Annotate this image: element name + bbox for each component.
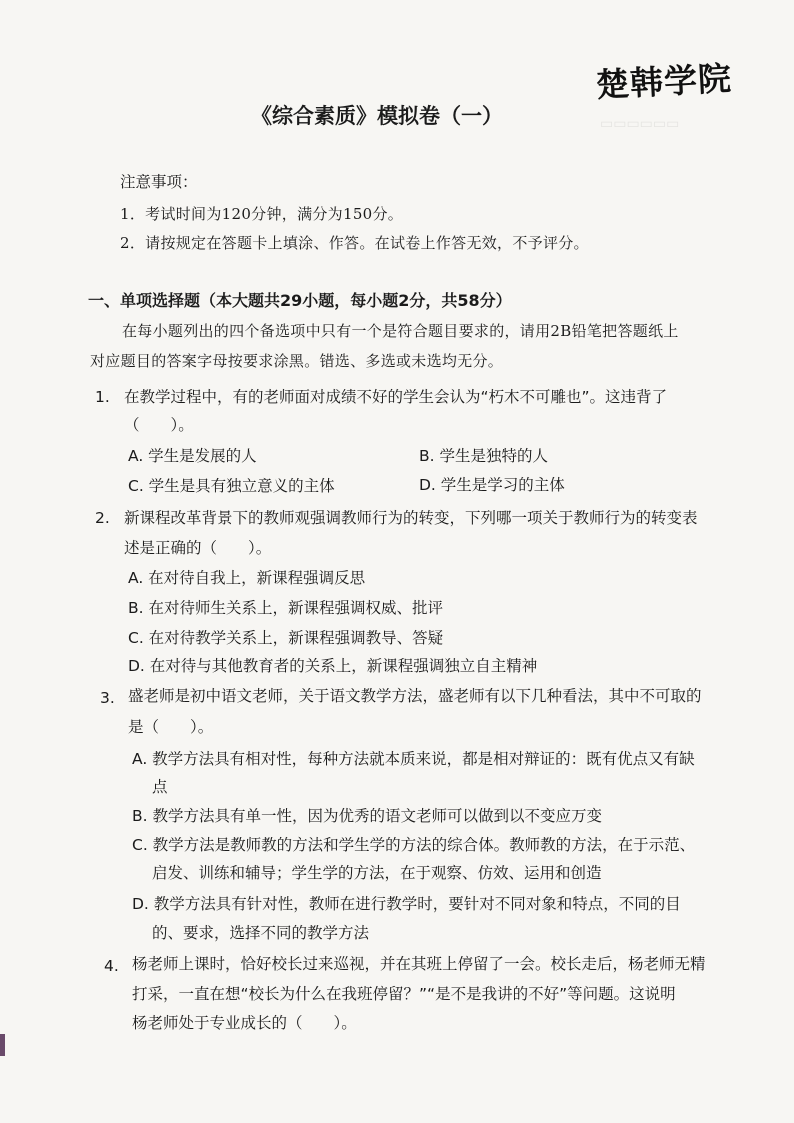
option-d-continued: 的、要求，选择不同的教学方法 [152, 924, 370, 942]
option-a: A. 在对待自我上，新课程强调反思 [128, 569, 366, 587]
handwritten-institution-stamp: 楚韩学院 [595, 58, 733, 105]
option-c-continued: 启发、训练和辅导；学生学的方法，在于观察、仿效、运用和创造 [152, 864, 602, 882]
option-b: B. 学生是独特的人 [419, 447, 548, 465]
exam-title: 《综合素质》模拟卷（一） [251, 104, 503, 128]
scan-edge-mark [0, 1034, 5, 1056]
option-a-continued: 点 [152, 778, 168, 796]
bleed-through-shadow: ▭▭▭▭▭▭ [600, 116, 680, 132]
question-stem-line: 杨老师上课时，恰好校长过来巡视，并在其班上停留了一会。校长走后，杨老师无精 [132, 955, 706, 973]
notice-item-1: 1．考试时间为120分钟，满分为150分。 [120, 205, 404, 223]
option-b: B. 在对待师生关系上，新课程强调权威、批评 [128, 599, 443, 617]
question-stem-line: 打采，一直在想“校长为什么在我班停留？”“是不是我讲的不好”等问题。这说明 [132, 985, 676, 1003]
notice-heading: 注意事项： [120, 173, 198, 191]
question-stem-line: 述是正确的（ ）。 [124, 539, 272, 557]
question-number: 4. [104, 957, 119, 975]
notice-item-2: 2．请按规定在答题卡上填涂、作答。在试卷上作答无效，不予评分。 [120, 234, 589, 252]
section-heading: 一、单项选择题（本大题共29小题，每小题2分，共58分） [88, 291, 512, 310]
option-a: A. 学生是发展的人 [128, 447, 257, 465]
question-stem-line: 是（ ）。 [128, 718, 214, 736]
option-c: C. 在对待教学关系上，新课程强调教导、答疑 [128, 629, 444, 647]
question-number: 3. [100, 689, 115, 707]
question-stem-line: 盛老师是初中语文老师，关于语文教学方法，盛老师有以下几种看法，其中不可取的 [128, 687, 702, 705]
option-c: C. 教学方法是教师教的方法和学生学的方法的综合体。教师教的方法，在于示范、 [132, 836, 696, 854]
section-instruction-line-2: 对应题目的答案字母按要求涂黑。错选、多选或未选均无分。 [90, 352, 504, 370]
option-a: A. 教学方法具有相对性，每种方法就本质来说，都是相对辩证的：既有优点又有缺 [132, 750, 695, 768]
option-d: D. 教学方法具有针对性，教师在进行教学时，要针对不同对象和特点，不同的目 [132, 895, 681, 913]
question-stem-line: 新课程改革背景下的教师观强调教师行为的转变，下列哪一项关于教师行为的转变表 [124, 509, 698, 527]
option-d: D. 学生是学习的主体 [419, 476, 565, 494]
section-instruction-line-1: 在每小题列出的四个备选项中只有一个是符合题目要求的，请用2B铅笔把答题纸上 [122, 322, 679, 340]
question-stem-line: 杨老师处于专业成长的（ ）。 [132, 1014, 357, 1032]
option-b: B. 教学方法具有单一性，因为优秀的语文老师可以做到以不变应万变 [132, 807, 602, 825]
question-stem-line: 在教学过程中，有的老师面对成绩不好的学生会认为“朽木不可雕也”。这违背了 [124, 388, 668, 406]
question-number: 1. [95, 388, 110, 406]
question-stem-line: （ ）。 [124, 416, 194, 434]
option-c: C. 学生是具有独立意义的主体 [128, 477, 335, 495]
question-number: 2. [95, 509, 110, 527]
option-d: D. 在对待与其他教育者的关系上，新课程强调独立自主精神 [128, 657, 538, 675]
